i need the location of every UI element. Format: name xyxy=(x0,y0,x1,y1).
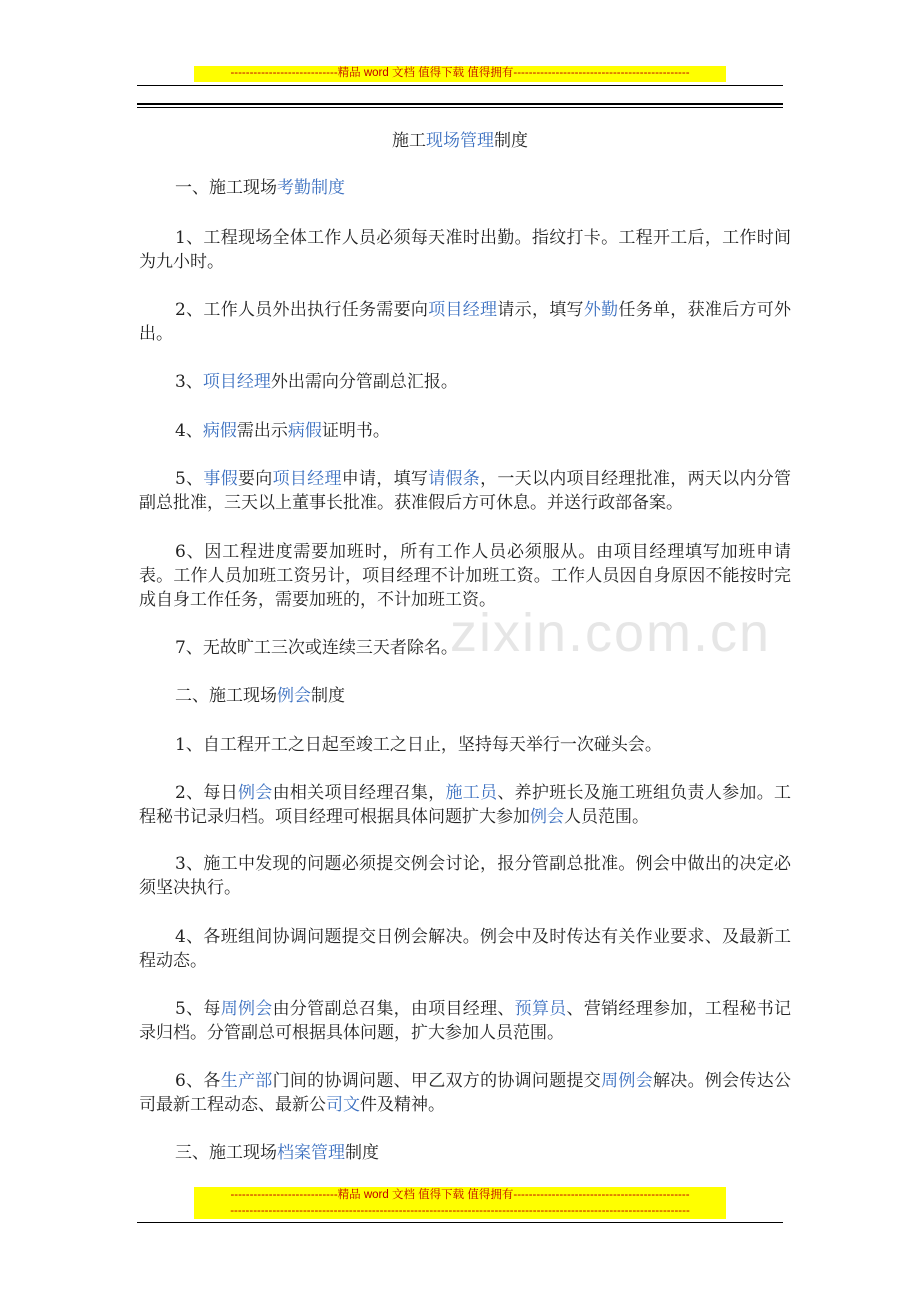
keyword-link[interactable]: 预算员 xyxy=(514,999,567,1019)
heading-text: 制度 xyxy=(345,1143,379,1163)
s2-paragraph-2 xyxy=(139,781,791,829)
text: 解决。例会传达公司最新工程动态、最新公 xyxy=(139,1071,792,1115)
watermark: zixin.com.cn xyxy=(450,603,772,663)
keyword-link[interactable]: 项目经理 xyxy=(428,300,498,320)
text: 申请，填写 xyxy=(341,469,429,489)
text: 、养护班长及施工班组负责人参加。工程秘书记录归档。项目经理可根据具体问题扩大参加 xyxy=(139,783,792,827)
keyword-link[interactable]: 项目经理 xyxy=(272,469,342,489)
header-double-rule-thin xyxy=(137,107,783,108)
s2-paragraph-1: 1、自工程开工之日起至竣工之日止，坚持每天举行一次碰头会。 xyxy=(175,735,662,755)
keyword-link[interactable]: 施工员 xyxy=(445,783,498,803)
text: 门间的协调问题、甲乙双方的协调问题提交 xyxy=(272,1071,602,1091)
s1-paragraph-2 xyxy=(139,298,791,346)
text: 由相关项目经理召集， xyxy=(272,783,446,803)
keyword-link[interactable]: 档案管理 xyxy=(277,1143,345,1163)
title-link[interactable]: 现场管理 xyxy=(426,131,494,151)
header-banner xyxy=(194,66,726,82)
keyword-link[interactable]: 项目经理 xyxy=(202,372,271,392)
document-title xyxy=(137,129,783,153)
text: 证明书。 xyxy=(321,421,390,441)
keyword-link[interactable]: 例会 xyxy=(237,783,273,803)
text: 、营销经理参加，工程秘书记录归档。分管副总可根据具体问题，扩大参加人员范围。 xyxy=(139,999,792,1043)
s2-paragraph-3: 3、施工中发现的问题必须提交例会讨论，报分管副总批准。例会中做出的决定必须坚决执行。 xyxy=(139,854,791,898)
keyword-link[interactable]: 周例会 xyxy=(601,1071,653,1091)
keyword-link[interactable]: 请假条 xyxy=(428,469,481,489)
keyword-link[interactable]: 生产部 xyxy=(220,1071,273,1091)
keyword-link[interactable]: 例会 xyxy=(277,686,311,706)
keyword-link[interactable]: 病假 xyxy=(287,421,322,441)
text: 2、工作人员外出执行任务需要向 xyxy=(175,300,429,320)
text: 由分管副总召集，由项目经理、 xyxy=(272,999,515,1019)
header-double-rule-thick xyxy=(137,103,783,105)
footer-banner-line-1: ----------------------------精品 word 文档 值得下载 值得拥有---------------------------------------------- xyxy=(230,1189,690,1201)
text: 6、各 xyxy=(175,1071,221,1091)
keyword-link[interactable]: 例会 xyxy=(530,807,564,827)
s1-paragraph-4 xyxy=(139,419,791,443)
keyword-link[interactable]: 外勤 xyxy=(583,300,619,320)
section-3-heading xyxy=(139,1141,791,1165)
header-rule xyxy=(137,85,783,86)
keyword-link[interactable]: 病假 xyxy=(202,421,237,441)
title-part: 制度 xyxy=(494,131,528,151)
text: 外出需向分管副总汇报。 xyxy=(270,372,458,392)
text: ，一天以内项目经理批准，两天以内分管副总批准，三天以上董事长批准。获准假后方可休息。并送行政部备案。 xyxy=(139,469,792,513)
title-part: 施工 xyxy=(392,131,426,151)
s2-paragraph-6 xyxy=(139,1069,791,1117)
footer-banner xyxy=(194,1187,726,1219)
s2-paragraph-4: 4、各班组间协调问题提交日例会解决。例会中及时传达有关作业要求、及最新工程动态。 xyxy=(139,927,791,971)
s1-paragraph-3 xyxy=(139,370,791,394)
text: 需出示 xyxy=(236,421,288,441)
text: 2、每日 xyxy=(175,783,238,803)
text: 请示，填写 xyxy=(497,300,584,320)
heading-text: 制度 xyxy=(311,686,345,706)
footer-banner-line-2: ------------------------------------------------------------------------------------------------------------------------ xyxy=(230,1205,690,1217)
footer-rule xyxy=(137,1222,783,1223)
text: 5、 xyxy=(175,469,204,489)
text: 要向 xyxy=(238,469,273,489)
heading-text: 三、施工现场 xyxy=(175,1143,277,1163)
heading-text: 一、施工现场 xyxy=(175,178,277,198)
text: 3、 xyxy=(175,372,203,392)
section-1-heading xyxy=(139,176,791,200)
s2-paragraph-5 xyxy=(139,997,791,1045)
s1-paragraph-1: 1、工程现场全体工作人员必须每天准时出勤。指纹打卡。工程开工后，工作时间为九小时。 xyxy=(139,228,791,272)
text: 任务单，获准后方可外出。 xyxy=(139,300,792,344)
keyword-link[interactable]: 司文 xyxy=(326,1095,360,1115)
keyword-link[interactable]: 事假 xyxy=(203,469,238,489)
text: 人员范围。 xyxy=(564,807,649,827)
header-banner-text: ----------------------------精品 word 文档 值得下载 值得拥有---------------------------------------------- xyxy=(230,67,690,79)
text: 5、每 xyxy=(175,999,221,1019)
s1-paragraph-7: 7、无故旷工三次或连续三天者除名。 xyxy=(175,638,458,658)
section-2-heading xyxy=(139,684,791,708)
keyword-link[interactable]: 周例会 xyxy=(220,999,273,1019)
s1-paragraph-6: 6、因工程进度需要加班时，所有工作人员必须服从。由项目经理填写加班申请表。工作人员加班工资另计，项目经理不计加班工资。工作人员因自身原因不能按时完成自身工作任务，需要加班的，不计加班工资。 xyxy=(139,542,791,610)
text: 4、 xyxy=(175,421,203,441)
heading-text: 二、施工现场 xyxy=(175,686,277,706)
s1-paragraph-5 xyxy=(139,467,791,515)
text: 件及精神。 xyxy=(360,1095,445,1115)
keyword-link[interactable]: 考勤制度 xyxy=(277,178,345,198)
